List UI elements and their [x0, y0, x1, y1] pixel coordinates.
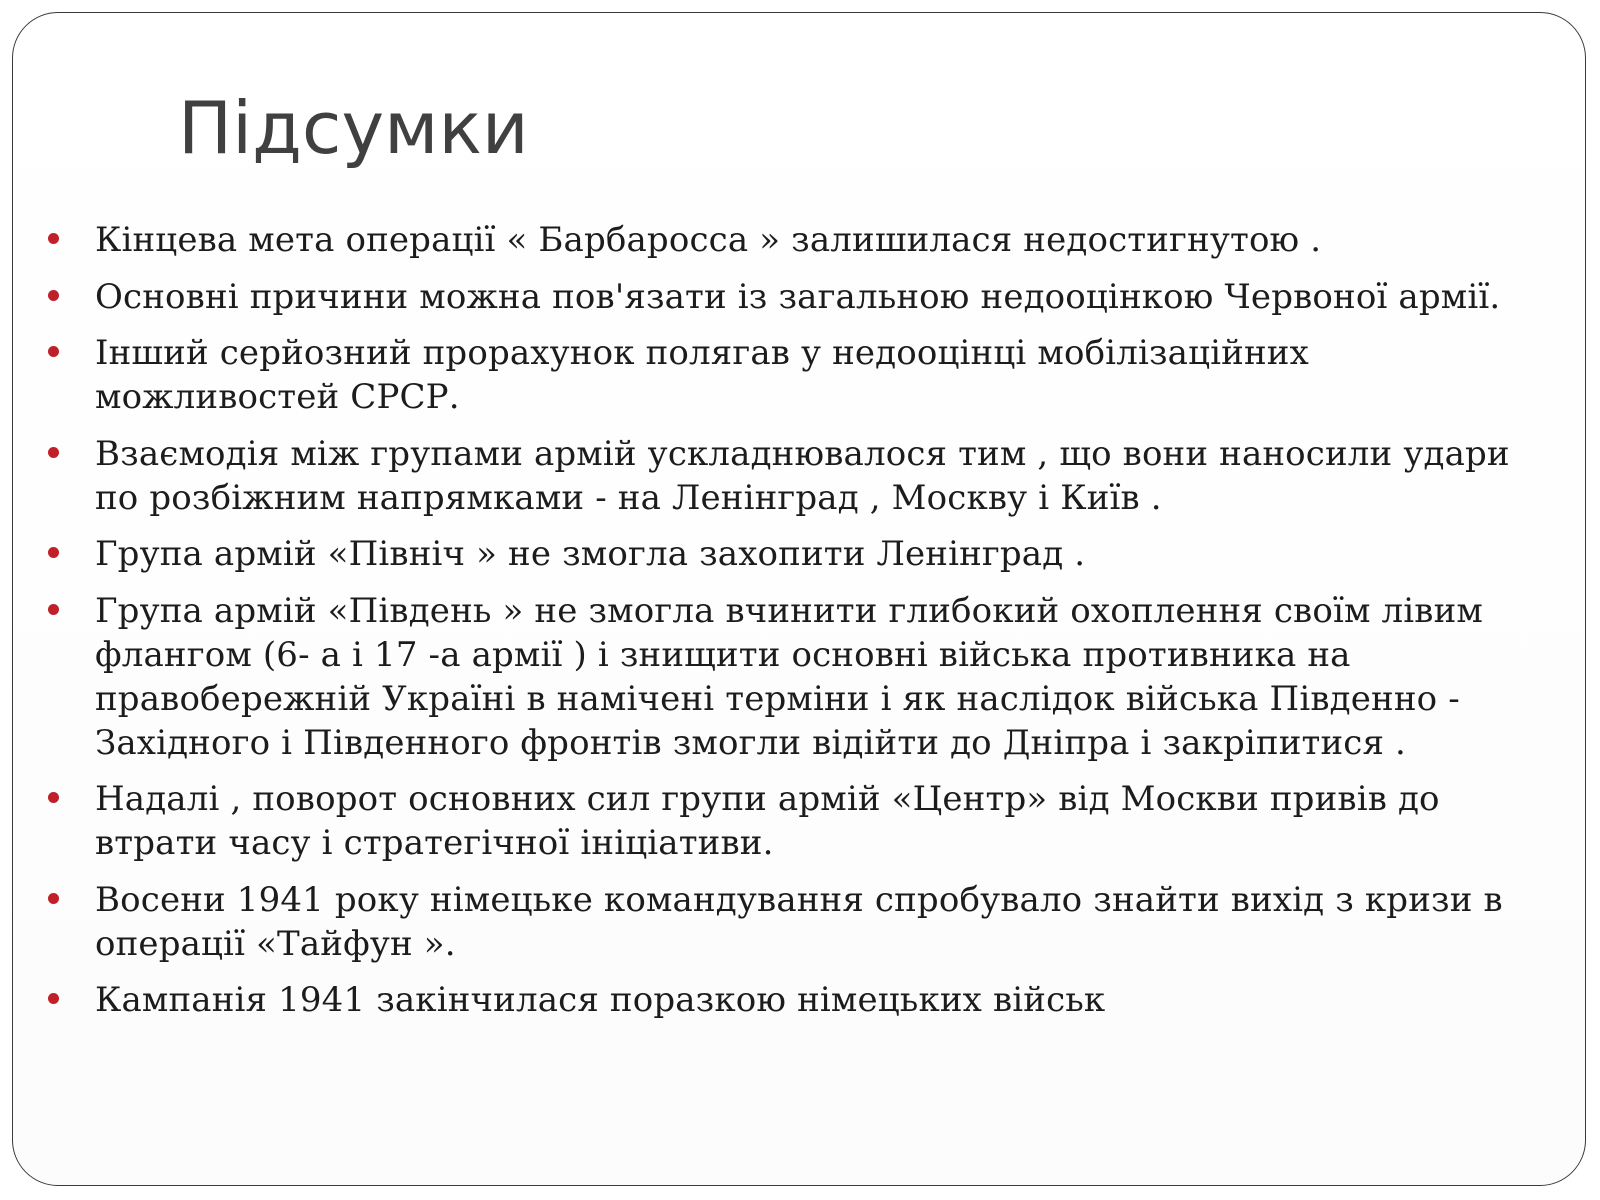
bullet-dot-icon: [48, 547, 59, 558]
bullet-dot-icon: [48, 447, 59, 458]
bullet-item: [48, 978, 1548, 1022]
bullet-item: [48, 331, 1548, 419]
bullet-text: Основні причини можна пов'язати із загальною недооцінкою Червоної армії.: [95, 276, 1501, 317]
bullet-text: Група армій «Південь » не змогла вчинити глибокий охоплення своїм лівим флангом (6- а і 17 -а армії ) і знищити основні війська противника на правобережній Україні в намічені терміни і як наслідок війська Південно - Західного і Південного фронтів змогли відійти до Дніпра і закріпитися .: [95, 590, 1483, 763]
bullet-item: [48, 275, 1548, 319]
bullet-list: [48, 218, 1548, 1035]
bullet-text: Восени 1941 року німецьке командування спробувало знайти вихід з кризи в операції «Тайфун ».: [95, 879, 1503, 964]
bullet-item: [48, 589, 1548, 765]
bullet-item: [48, 532, 1548, 576]
bullet-item: [48, 218, 1548, 262]
bullet-item: [48, 878, 1548, 966]
bullet-dot-icon: [48, 604, 59, 615]
bullet-dot-icon: [48, 290, 59, 301]
bullet-text: Кампанія 1941 закінчилася поразкою німецьких військ: [95, 980, 1106, 1020]
bullet-dot-icon: [48, 346, 59, 357]
bullet-text: Кінцева мета операції « Барбаросса » залишилася недостигнутою .: [95, 220, 1322, 260]
bullet-item: [48, 777, 1548, 865]
bullet-dot-icon: [48, 233, 59, 244]
bullet-text: Взаємодія між групами армій ускладнювалося тим , що вони наносили удари по розбіжним напрямками - на Ленінград , Москву і Київ .: [95, 433, 1510, 518]
bullet-text: Група армій «Північ » не змогла захопити Ленінград .: [95, 534, 1086, 574]
bullet-dot-icon: [48, 792, 59, 803]
bullet-text: Інший серйозний прорахунок полягав у недооцінці мобілізаційних можливостей СРСР.: [95, 333, 1309, 417]
bullet-dot-icon: [48, 893, 59, 904]
bullet-item: [48, 432, 1548, 520]
slide-title: Підсумки: [178, 86, 529, 170]
bullet-text: Надалі , поворот основних сил групи армій «Центр» від Москви привів до втрати часу і стратегічної ініціативи.: [95, 779, 1440, 863]
bullet-dot-icon: [48, 993, 59, 1004]
